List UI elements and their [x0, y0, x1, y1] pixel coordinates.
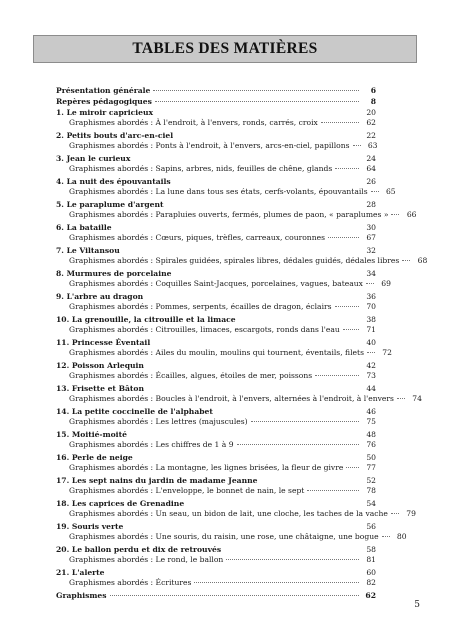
chapter-graphisms-label: Graphismes abordés : Pommes, serpents, écailles de dragon, éclairs — [69, 302, 332, 311]
toc-entry — [56, 97, 376, 107]
chapter-entry — [56, 292, 376, 312]
dot-leader — [194, 582, 359, 583]
chapter-title — [56, 361, 376, 371]
chapter-title — [56, 384, 376, 394]
dot-leader — [346, 467, 359, 468]
chapter-graphisms-label: Graphismes abordés : À l'endroit, à l'envers, ronds, carrés, croix — [69, 118, 318, 127]
chapter-title — [56, 499, 376, 509]
chapter-title-label: 8. Murmures de porcelaine — [56, 269, 172, 278]
chapter-graphisms-label: Graphismes abordés : La lune dans tous ses états, cerfs-volants, épouvantails — [69, 187, 368, 196]
chapter-graphisms-page: 82 — [366, 578, 376, 587]
chapter-title-page: 34 — [366, 269, 376, 278]
chapter-graphisms — [56, 302, 376, 312]
chapter-entry — [56, 315, 376, 335]
chapter-graphisms-label: Graphismes abordés : Sapins, arbres, nids, feuilles de chêne, glands — [69, 164, 333, 173]
chapter-title-page: 54 — [366, 499, 376, 508]
dot-leader — [391, 214, 399, 215]
chapter-graphisms-page: 78 — [366, 486, 376, 495]
chapter-graphisms — [56, 210, 417, 220]
dot-leader — [321, 122, 359, 123]
chapter-title-page: 26 — [366, 177, 376, 186]
dot-leader — [155, 101, 359, 102]
chapter-title-page: 30 — [366, 223, 376, 232]
chapter-entry — [56, 476, 376, 496]
toc-entry-page: 6 — [370, 86, 376, 95]
table-of-contents — [56, 86, 428, 601]
chapter-title-page: 52 — [366, 476, 376, 485]
dot-leader — [366, 283, 374, 284]
dot-leader — [353, 145, 361, 146]
chapter-entry — [56, 131, 376, 151]
chapter-title-label: 9. L'arbre au dragon — [56, 292, 144, 301]
chapter-graphisms-page: 70 — [366, 302, 376, 311]
chapter-title-label: 12. Poisson Arlequin — [56, 361, 144, 370]
chapter-title-label: 18. Les caprices de Grenadine — [56, 499, 185, 508]
chapter-graphisms — [56, 279, 391, 289]
chapter-title-label: 17. Les sept nains du jardin de madame Jeanne — [56, 476, 258, 485]
chapter-entry — [56, 269, 391, 289]
chapter-title-page: 46 — [366, 407, 376, 416]
chapter-title — [56, 200, 376, 210]
chapter-title — [56, 108, 376, 118]
chapter-title-label: 5. Le paraplume d'argent — [56, 200, 164, 209]
dot-leader — [153, 90, 359, 91]
dot-leader — [237, 444, 359, 445]
chapter-title — [56, 453, 376, 463]
chapter-entry — [56, 361, 376, 381]
chapter-title — [56, 407, 376, 417]
chapter-graphisms-page: 81 — [366, 555, 376, 564]
chapter-title-label: 15. Moitié-moité — [56, 430, 127, 439]
chapter-graphisms — [56, 532, 407, 542]
title-banner — [33, 35, 417, 63]
chapter-graphisms-page: 77 — [366, 463, 376, 472]
chapter-title-label: 21. L'alerte — [56, 568, 105, 577]
chapter-title — [56, 154, 376, 164]
toc-entry-page: 8 — [370, 97, 376, 106]
chapter-graphisms — [56, 348, 392, 358]
chapter-title — [56, 522, 376, 532]
chapter-title — [56, 246, 376, 256]
chapter-title — [56, 338, 376, 348]
dot-leader — [343, 329, 359, 330]
chapter-title-label: 20. Le ballon perdu et dix de retrouvés — [56, 545, 222, 554]
chapter-graphisms — [56, 463, 376, 473]
chapter-title-page: 22 — [366, 131, 376, 140]
chapter-title-label: 6. La bataille — [56, 223, 112, 232]
chapter-graphisms — [56, 440, 376, 450]
chapter-title — [56, 177, 376, 187]
chapter-graphisms-label: Graphismes abordés : L'enveloppe, le bonnet de nain, le sept — [69, 486, 305, 495]
chapter-entry — [56, 246, 428, 266]
dot-leader — [367, 352, 375, 353]
chapter-title-page: 20 — [366, 108, 376, 117]
dot-leader — [382, 536, 390, 537]
toc-entry — [56, 86, 376, 96]
chapter-graphisms — [56, 417, 376, 427]
chapter-graphisms-page: 63 — [367, 141, 378, 150]
chapter-title-label: 19. Souris verte — [56, 522, 124, 531]
chapter-graphisms-label: Graphismes abordés : Ponts à l'endroit, à l'envers, arcs-en-ciel, papillons — [69, 141, 350, 150]
chapter-title-page: 40 — [366, 338, 376, 347]
chapter-graphisms — [56, 509, 416, 519]
chapter-graphisms-page: 73 — [366, 371, 376, 380]
chapter-title-label: 2. Petits bouts d'arc-en-ciel — [56, 131, 174, 140]
chapter-title — [56, 131, 376, 141]
chapter-graphisms-label: Graphismes abordés : La montagne, les lignes brisées, la fleur de givre — [69, 463, 344, 472]
chapter-title — [56, 292, 376, 302]
toc-entry-label: Repères pédagogiques — [56, 97, 152, 106]
chapter-entry — [56, 522, 407, 542]
dot-leader — [315, 375, 359, 376]
chapter-graphisms-label: Graphismes abordés : Un seau, un bidon de lait, une cloche, les taches de la vache — [69, 509, 388, 518]
chapter-title-label: 3. Jean le curieux — [56, 154, 131, 163]
chapter-graphisms-page: 75 — [366, 417, 376, 426]
chapter-title-label: 7. Le Viltansou — [56, 246, 120, 255]
chapter-graphisms — [56, 233, 376, 243]
toc-entry-label: Graphismes — [56, 591, 107, 600]
chapter-graphisms-label: Graphismes abordés : Ailes du moulin, moulins qui tournent, éventails, filets — [69, 348, 364, 357]
chapter-graphisms-label: Graphismes abordés : Écritures — [69, 578, 192, 587]
chapter-entry — [56, 453, 376, 473]
dot-leader — [391, 513, 399, 514]
dot-leader — [335, 168, 359, 169]
chapter-graphisms-label: Graphismes abordés : Parapluies ouverts, fermés, plumes de paon, « paraplumes » — [69, 210, 389, 219]
chapter-graphisms — [56, 371, 376, 381]
chapter-title-page: 48 — [366, 430, 376, 439]
chapter-entry — [56, 108, 376, 128]
chapter-entry — [56, 384, 422, 404]
chapter-title-label: 14. La petite coccinelle de l'alphabet — [56, 407, 213, 416]
chapter-graphisms-label: Graphismes abordés : Les lettres (majuscules) — [69, 417, 248, 426]
chapter-title-page: 44 — [366, 384, 376, 393]
chapter-graphisms-label: Graphismes abordés : Une souris, du raisin, une rose, une châtaigne, une bogue — [69, 532, 379, 541]
chapter-graphisms-label: Graphismes abordés : Coquilles Saint-Jacques, porcelaines, vagues, bateaux — [69, 279, 363, 288]
chapter-graphisms — [56, 164, 376, 174]
page-number: 5 — [414, 600, 420, 610]
dot-leader — [335, 306, 359, 307]
chapter-title-page: 28 — [366, 200, 376, 209]
chapter-graphisms — [56, 555, 376, 565]
chapter-title-label: 4. La nuit des épouvantails — [56, 177, 171, 186]
chapter-graphisms-page: 71 — [366, 325, 376, 334]
chapter-title — [56, 430, 376, 440]
chapter-graphisms-label: Graphismes abordés : Boucles à l'endroit, à l'envers, alternées à l'endroit, à l'envers — [69, 394, 394, 403]
chapter-graphisms — [56, 394, 422, 404]
chapter-graphisms-label: Graphismes abordés : Citrouilles, limaces, escargots, ronds dans l'eau — [69, 325, 340, 334]
dot-leader — [328, 237, 359, 238]
chapter-entry — [56, 177, 396, 197]
chapter-title-page: 56 — [366, 522, 376, 531]
chapter-title-label: 11. Princesse Éventail — [56, 338, 151, 347]
chapter-graphisms-label: Graphismes abordés : Cœurs, piques, trèfles, carreaux, couronnes — [69, 233, 325, 242]
chapter-graphisms — [56, 118, 376, 128]
chapter-title — [56, 545, 376, 555]
chapter-graphisms-page: 68 — [417, 256, 428, 265]
chapter-entry — [56, 568, 376, 588]
dot-leader — [110, 595, 359, 596]
chapter-entry — [56, 200, 417, 220]
chapter-graphisms — [56, 578, 376, 588]
chapter-graphisms-page: 62 — [366, 118, 376, 127]
chapter-graphisms-page: 72 — [382, 348, 392, 357]
page-title: TABLES DES MATIÈRES — [132, 40, 318, 57]
chapter-graphisms-page: 76 — [366, 440, 376, 449]
dot-leader — [226, 559, 359, 560]
chapter-graphisms-page: 69 — [381, 279, 391, 288]
chapter-graphisms-page: 65 — [385, 187, 396, 196]
chapter-graphisms-label: Graphismes abordés : Écailles, algues, étoiles de mer, poissons — [69, 371, 313, 380]
toc-entry — [56, 591, 376, 601]
dot-leader — [307, 490, 359, 491]
dot-leader — [397, 398, 405, 399]
chapter-title-page: 24 — [366, 154, 376, 163]
chapter-title — [56, 269, 376, 279]
chapter-graphisms-page: 74 — [412, 394, 422, 403]
chapter-title-page: 32 — [366, 246, 376, 255]
toc-entry-page: 62 — [365, 591, 376, 600]
dot-leader — [402, 260, 410, 261]
chapter-title-label: 13. Frisette et Bâton — [56, 384, 145, 393]
chapter-entry — [56, 499, 416, 519]
chapter-graphisms-label: Graphismes abordés : Spirales guidées, spirales libres, dédales guidés, dédales libres — [69, 256, 400, 265]
chapter-title-label: 10. La grenouille, la citrouille et la limace — [56, 315, 236, 324]
chapter-entry — [56, 407, 376, 427]
chapter-graphisms-page: 79 — [406, 509, 416, 518]
chapter-title-page: 42 — [366, 361, 376, 370]
chapter-entry — [56, 545, 376, 565]
chapter-graphisms — [56, 187, 396, 197]
chapter-title — [56, 568, 376, 578]
toc-entry-label: Présentation générale — [56, 86, 151, 95]
dot-leader — [371, 191, 379, 192]
chapter-graphisms — [56, 141, 376, 151]
chapter-graphisms-page: 67 — [366, 233, 376, 242]
chapter-graphisms — [56, 325, 376, 335]
chapter-entry — [56, 430, 376, 450]
chapter-title-page: 60 — [366, 568, 376, 577]
chapter-graphisms-page: 66 — [406, 210, 417, 219]
chapter-graphisms-label: Graphismes abordés : Le rond, le ballon — [69, 555, 224, 564]
chapter-graphisms-label: Graphismes abordés : Les chiffres de 1 à 9 — [69, 440, 234, 449]
chapter-title-page: 50 — [366, 453, 376, 462]
chapter-title-page: 36 — [366, 292, 376, 301]
chapter-title — [56, 223, 376, 233]
chapter-title-page: 38 — [366, 315, 376, 324]
chapter-title-label: 16. Perle de neige — [56, 453, 133, 462]
chapter-title — [56, 315, 376, 325]
dot-leader — [251, 421, 359, 422]
chapter-graphisms — [56, 256, 428, 266]
chapter-entry — [56, 154, 376, 174]
chapter-title-page: 58 — [366, 545, 376, 554]
chapter-title-label: 1. Le miroir capricieux — [56, 108, 154, 117]
chapter-title — [56, 476, 376, 486]
chapter-entry — [56, 338, 392, 358]
chapter-entry — [56, 223, 376, 243]
chapter-graphisms-page: 80 — [396, 532, 407, 541]
chapter-graphisms — [56, 486, 376, 496]
chapter-graphisms-page: 64 — [366, 164, 376, 173]
